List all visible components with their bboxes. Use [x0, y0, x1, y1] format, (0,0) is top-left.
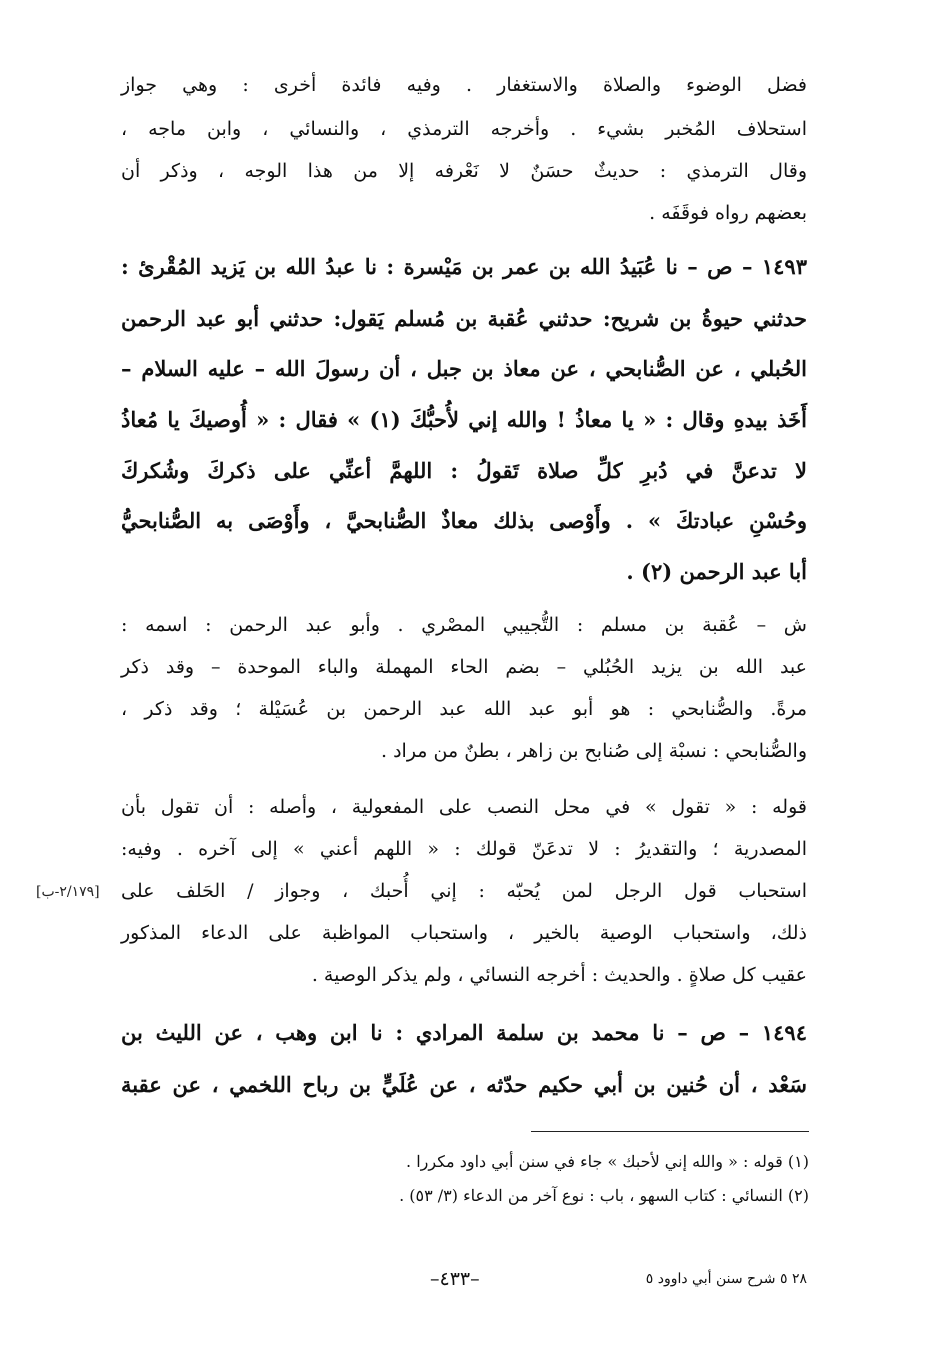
commentary-line: والصُّنابحي : نسبْة إلى صُنابح بن زاهر ، بطنٌ من مراد . — [381, 740, 807, 762]
body-line: بعضهم رواه فوقَفَه . — [649, 202, 807, 224]
commentary-line: ش – عُقبة بن مسلم : التُّجيبي المصْري . وأبو عبد الرحمن : اسمه : — [121, 614, 807, 636]
hadith-line: حدثني حيوةُ بن شريح: حدثني عُقبة بن مُسلم يَقول: حدثني أبو عبد الرحمن — [121, 306, 807, 331]
margin-reference: [٢/١٧٩-ب] — [36, 884, 100, 900]
hadith-line: وحُسْنِ عبادتكَ » . وأَوْصى بذلك معاذٌ الصُّنابحيَّ ، وأَوْصَى به الصُّنابحيُّ — [121, 508, 807, 533]
footnote-separator — [531, 1131, 809, 1132]
hadith-line: أَخَذ بيدهِ وقال : « يا معاذُ ! والله إني لأُحبُّكَ (١) » فقال : « أُوصيكَ يا مُعاذُ — [121, 407, 808, 432]
hadith-line: لا تدعنَّ في دُبرِ كلِّ صلاة تَقولُ : اللهمَّ أعنِّي على ذكركَ وشُكركَ — [121, 458, 807, 483]
signature-mark: ٢٨ ٥ شرح سنن أبي داوود ٥ — [645, 1271, 807, 1287]
hadith-line: أبا عبد الرحمن (٢) . — [626, 559, 807, 584]
body-line: فضل الوضوء والصلاة والاستغفار . وفيه فائدة أخرى : وهي جواز — [121, 74, 807, 96]
footnote: (١) قوله : « والله إني لأحبك » جاء في سنن أبي داود مكررا . — [406, 1152, 809, 1171]
body-line: وقال الترمذي : حديثٌ حسَنٌ لا نَعْرفه إلا من هذا الوجه ، وذكر أن — [121, 160, 807, 182]
commentary-line: مرةً. والصُّنابحي : هو أبو عبد الله عبد الرحمن بن عُسَيْلة ؛ وقد ذكر ، — [121, 698, 807, 720]
page-number: –٤٣٣– — [430, 1268, 480, 1290]
commentary-line: استحباب قول الرجل لمن يُحبّه : إني أُحبك ، وجواز / الحَلف على — [121, 880, 807, 902]
hadith-line: ١٤٩٣ – ص – نا عُبَيدُ الله بن عمر بن مَيْسرة : نا عبدُ الله بن يَزيد المُقْرئ : — [121, 254, 807, 279]
commentary-line: قوله : « تقول » في محل النصب على المفعولية ، وأصله : أن تقول بأن — [121, 796, 807, 818]
body-line: استحلاف المُخبر بشيء . وأخرجه الترمذي ، والنسائي ، وابن ماجه ، — [121, 118, 807, 140]
hadith-line: الحُبلي ، عن الصُّنابحي ، عن معاذ بن جبل ، أن رسولَ الله – عليه السلام – — [121, 356, 807, 381]
hadith-line: سَعْد ، أن حُنين بن أبي حكيم حدّثه ، عن عُلَيٍّ بن رباح اللخمي ، عن عقبة — [121, 1072, 807, 1097]
commentary-line: ذلك، واستحباب الوصية بالخير ، واستحباب المواظبة على الدعاء المذكور — [121, 922, 807, 944]
hadith-line: ١٤٩٤ – ص – نا محمد بن سلمة المرادي : نا ابن وهب ، عن الليث بن — [121, 1020, 807, 1045]
commentary-line: المصدرية ؛ والتقديرُ : لا تدعَنّ قولك : « اللهم أعني » إلى آخره . وفيه: — [121, 838, 807, 860]
commentary-line: عبد الله بن يزيد الحُبُلي – بضم الحاء المهملة والباء الموحدة – وقد ذكر — [121, 656, 807, 678]
commentary-line: عقيب كل صلاةٍ . والحديث : أخرجه النسائي ، ولم يذكر الوصية . — [311, 964, 807, 986]
footnote: (٢) النسائي : كتاب السهو ، باب : نوع آخر من الدعاء (٣/ ٥٣) . — [399, 1186, 809, 1205]
